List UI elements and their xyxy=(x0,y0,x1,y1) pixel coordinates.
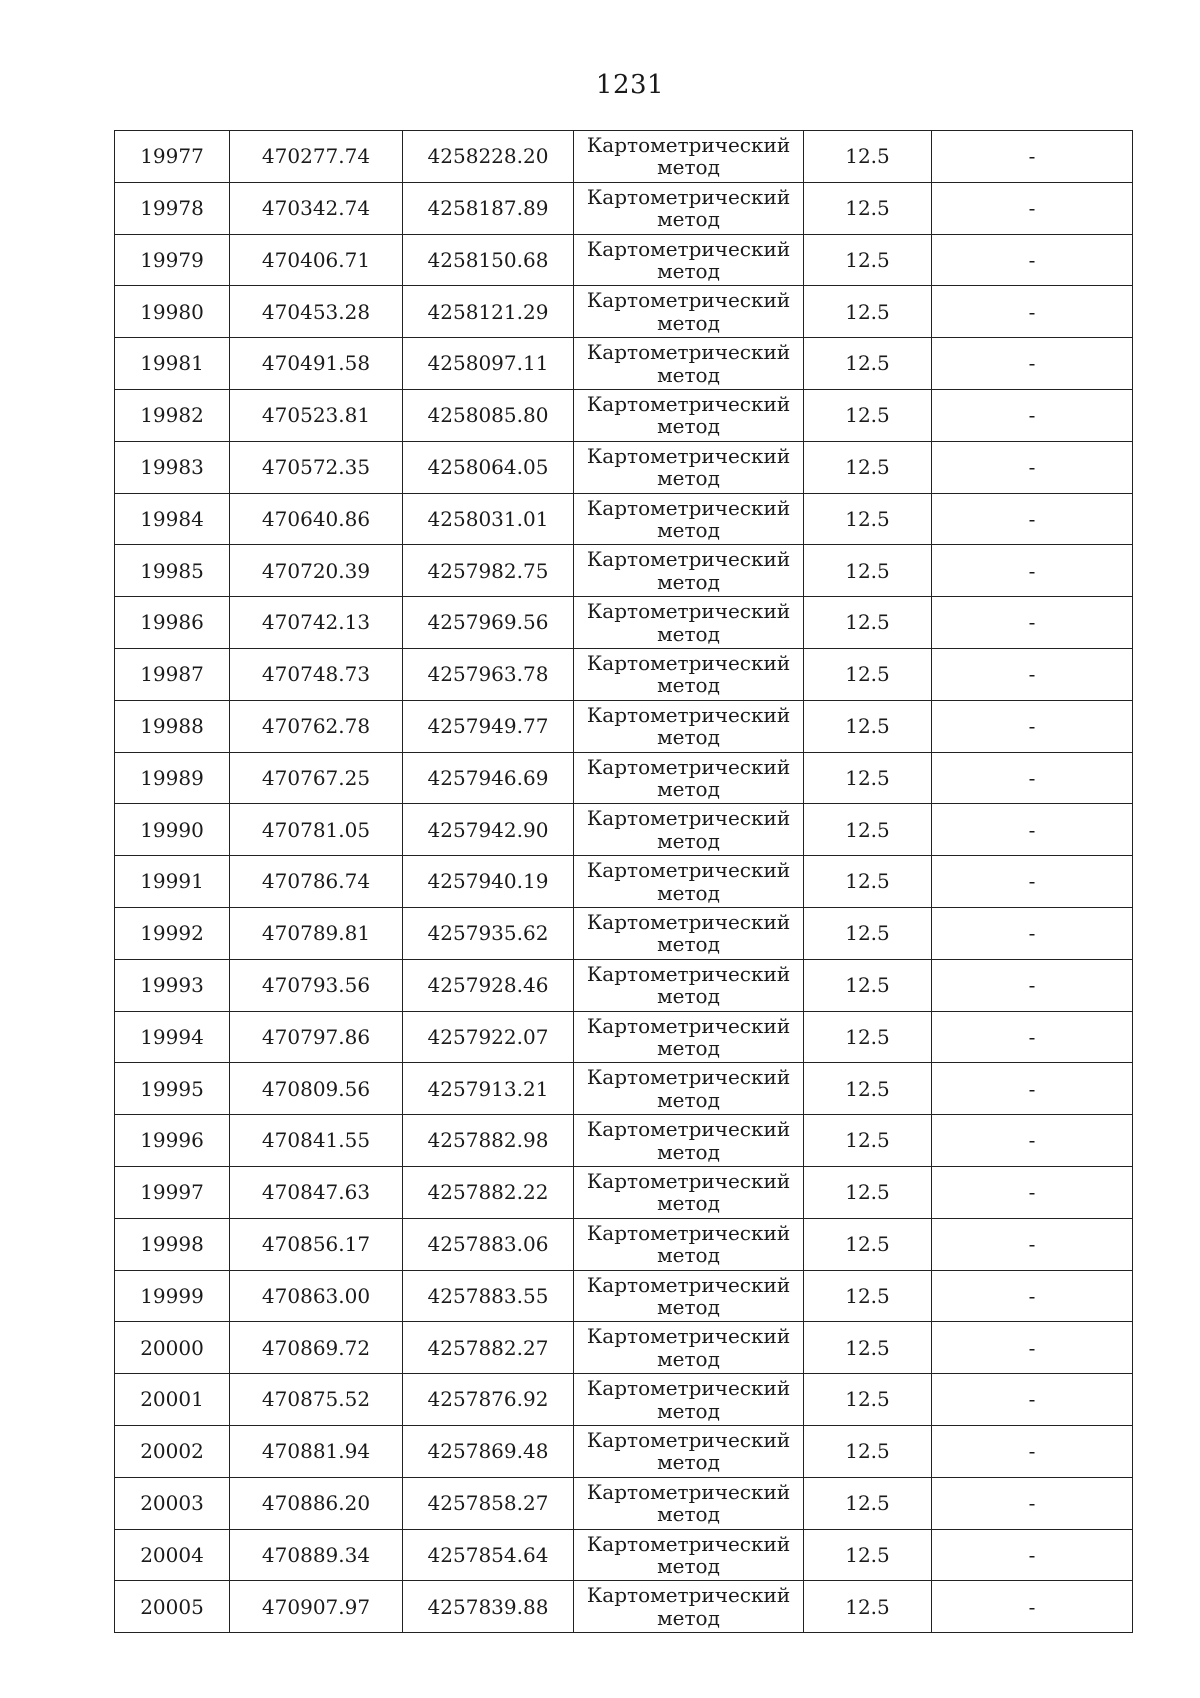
y-coordinate-cell: 4258150.68 xyxy=(403,234,574,286)
method-line-2: метод xyxy=(657,466,720,491)
point-id-cell: 19995 xyxy=(115,1063,230,1115)
note-cell: - xyxy=(932,1166,1133,1218)
table-row xyxy=(115,286,1133,338)
method-line-2: метод xyxy=(657,258,720,283)
method-line-2: метод xyxy=(657,1139,720,1164)
accuracy-cell: 12.5 xyxy=(804,1322,932,1374)
accuracy-cell: 12.5 xyxy=(804,1581,932,1633)
point-id-cell: 20004 xyxy=(115,1529,230,1581)
method-cell xyxy=(574,700,804,752)
accuracy-cell: 12.5 xyxy=(804,338,932,390)
note-cell: - xyxy=(932,286,1133,338)
table-row xyxy=(115,856,1133,908)
table-row xyxy=(115,338,1133,390)
method-line-1: Картометрический xyxy=(586,340,791,365)
table-row xyxy=(115,493,1133,545)
accuracy-cell: 12.5 xyxy=(804,1425,932,1477)
point-id-cell: 19997 xyxy=(115,1166,230,1218)
point-id-cell: 19981 xyxy=(115,338,230,390)
table-row xyxy=(115,182,1133,234)
method-cell xyxy=(574,804,804,856)
table-row xyxy=(115,597,1133,649)
method-line-1: Картометрический xyxy=(586,547,791,572)
y-coordinate-cell: 4257928.46 xyxy=(403,959,574,1011)
method-line-2: метод xyxy=(657,880,720,905)
x-coordinate-cell: 470491.58 xyxy=(230,338,403,390)
table-row xyxy=(115,907,1133,959)
table-row xyxy=(115,1477,1133,1529)
y-coordinate-cell: 4258085.80 xyxy=(403,389,574,441)
accuracy-cell: 12.5 xyxy=(804,1270,932,1322)
method-line-2: метод xyxy=(657,1450,720,1475)
method-cell xyxy=(574,597,804,649)
method-line-1: Картометрический xyxy=(586,1427,791,1452)
method-line-2: метод xyxy=(657,1346,720,1371)
x-coordinate-cell: 470640.86 xyxy=(230,493,403,545)
y-coordinate-cell: 4257858.27 xyxy=(403,1477,574,1529)
point-id-cell: 19979 xyxy=(115,234,230,286)
accuracy-cell: 12.5 xyxy=(804,1374,932,1426)
accuracy-cell: 12.5 xyxy=(804,1218,932,1270)
y-coordinate-cell: 4257935.62 xyxy=(403,907,574,959)
accuracy-cell: 12.5 xyxy=(804,700,932,752)
method-line-1: Картометрический xyxy=(586,1531,791,1556)
note-cell: - xyxy=(932,700,1133,752)
note-cell: - xyxy=(932,441,1133,493)
method-line-2: метод xyxy=(657,1243,720,1268)
x-coordinate-cell: 470453.28 xyxy=(230,286,403,338)
method-line-2: метод xyxy=(657,1294,720,1319)
x-coordinate-cell: 470523.81 xyxy=(230,389,403,441)
point-id-cell: 19991 xyxy=(115,856,230,908)
y-coordinate-cell: 4257882.22 xyxy=(403,1166,574,1218)
y-coordinate-cell: 4257946.69 xyxy=(403,752,574,804)
point-id-cell: 19987 xyxy=(115,648,230,700)
point-id-cell: 20000 xyxy=(115,1322,230,1374)
x-coordinate-cell: 470841.55 xyxy=(230,1115,403,1167)
method-line-2: метод xyxy=(657,362,720,387)
note-cell: - xyxy=(932,959,1133,1011)
x-coordinate-cell: 470781.05 xyxy=(230,804,403,856)
x-coordinate-cell: 470869.72 xyxy=(230,1322,403,1374)
point-id-cell: 19994 xyxy=(115,1011,230,1063)
method-line-1: Картометрический xyxy=(586,1376,791,1401)
method-line-1: Картометрический xyxy=(586,391,791,416)
note-cell: - xyxy=(932,1374,1133,1426)
y-coordinate-cell: 4257940.19 xyxy=(403,856,574,908)
y-coordinate-cell: 4257982.75 xyxy=(403,545,574,597)
page-number: 1231 xyxy=(595,70,665,100)
y-coordinate-cell: 4257883.06 xyxy=(403,1218,574,1270)
note-cell: - xyxy=(932,648,1133,700)
x-coordinate-cell: 470748.73 xyxy=(230,648,403,700)
method-line-1: Картометрический xyxy=(586,650,791,675)
method-line-1: Картометрический xyxy=(586,133,791,157)
y-coordinate-cell: 4258121.29 xyxy=(403,286,574,338)
point-id-cell: 20003 xyxy=(115,1477,230,1529)
method-line-1: Картометрический xyxy=(586,1065,791,1090)
point-id-cell: 19990 xyxy=(115,804,230,856)
method-line-2: метод xyxy=(657,310,720,335)
x-coordinate-cell: 470342.74 xyxy=(230,182,403,234)
table-row xyxy=(115,1374,1133,1426)
accuracy-cell: 12.5 xyxy=(804,959,932,1011)
x-coordinate-cell: 470720.39 xyxy=(230,545,403,597)
table-body xyxy=(115,131,1133,1633)
coordinates-table xyxy=(114,130,1133,1633)
table-row xyxy=(115,1322,1133,1374)
note-cell: - xyxy=(932,1218,1133,1270)
note-cell: - xyxy=(932,752,1133,804)
accuracy-cell: 12.5 xyxy=(804,752,932,804)
method-cell xyxy=(574,1322,804,1374)
method-line-2: метод xyxy=(657,517,720,542)
point-id-cell: 19977 xyxy=(115,131,230,183)
y-coordinate-cell: 4257882.27 xyxy=(403,1322,574,1374)
point-id-cell: 19992 xyxy=(115,907,230,959)
accuracy-cell: 12.5 xyxy=(804,182,932,234)
method-line-2: метод xyxy=(657,155,720,180)
point-id-cell: 19999 xyxy=(115,1270,230,1322)
x-coordinate-cell: 470767.25 xyxy=(230,752,403,804)
x-coordinate-cell: 470886.20 xyxy=(230,1477,403,1529)
method-cell xyxy=(574,441,804,493)
method-line-1: Картометрический xyxy=(586,288,791,313)
method-cell xyxy=(574,752,804,804)
x-coordinate-cell: 470572.35 xyxy=(230,441,403,493)
y-coordinate-cell: 4257963.78 xyxy=(403,648,574,700)
x-coordinate-cell: 470889.34 xyxy=(230,1529,403,1581)
note-cell: - xyxy=(932,234,1133,286)
accuracy-cell: 12.5 xyxy=(804,1063,932,1115)
method-line-1: Картометрический xyxy=(586,599,791,624)
table-row xyxy=(115,441,1133,493)
x-coordinate-cell: 470907.97 xyxy=(230,1581,403,1633)
method-cell xyxy=(574,545,804,597)
note-cell: - xyxy=(932,1322,1133,1374)
method-cell xyxy=(574,1011,804,1063)
method-line-2: метод xyxy=(657,828,720,853)
x-coordinate-cell: 470406.71 xyxy=(230,234,403,286)
note-cell: - xyxy=(932,804,1133,856)
method-cell xyxy=(574,338,804,390)
method-cell xyxy=(574,959,804,1011)
method-line-2: метод xyxy=(657,1191,720,1216)
y-coordinate-cell: 4257839.88 xyxy=(403,1581,574,1633)
method-line-1: Картометрический xyxy=(586,1013,791,1038)
method-line-1: Картометрический xyxy=(586,1324,791,1349)
table-row xyxy=(115,1063,1133,1115)
point-id-cell: 19986 xyxy=(115,597,230,649)
method-line-2: метод xyxy=(657,1502,720,1527)
method-line-1: Картометрический xyxy=(586,495,791,520)
accuracy-cell: 12.5 xyxy=(804,234,932,286)
table-row xyxy=(115,959,1133,1011)
x-coordinate-cell: 470786.74 xyxy=(230,856,403,908)
point-id-cell: 20005 xyxy=(115,1581,230,1633)
note-cell: - xyxy=(932,131,1133,183)
table-row xyxy=(115,545,1133,597)
table-row xyxy=(115,752,1133,804)
method-cell xyxy=(574,1477,804,1529)
x-coordinate-cell: 470797.86 xyxy=(230,1011,403,1063)
accuracy-cell: 12.5 xyxy=(804,648,932,700)
table-row xyxy=(115,389,1133,441)
y-coordinate-cell: 4257882.98 xyxy=(403,1115,574,1167)
note-cell: - xyxy=(932,856,1133,908)
method-cell xyxy=(574,1270,804,1322)
y-coordinate-cell: 4257949.77 xyxy=(403,700,574,752)
accuracy-cell: 12.5 xyxy=(804,1166,932,1218)
accuracy-cell: 12.5 xyxy=(804,1115,932,1167)
note-cell: - xyxy=(932,597,1133,649)
point-id-cell: 20001 xyxy=(115,1374,230,1426)
table-row xyxy=(115,1218,1133,1270)
note-cell: - xyxy=(932,1115,1133,1167)
method-line-1: Картометрический xyxy=(586,184,791,209)
accuracy-cell: 12.5 xyxy=(804,286,932,338)
method-line-2: метод xyxy=(657,207,720,232)
point-id-cell: 19985 xyxy=(115,545,230,597)
method-cell xyxy=(574,389,804,441)
method-line-1: Картометрический xyxy=(586,858,791,883)
method-line-1: Картометрический xyxy=(586,961,791,986)
accuracy-cell: 12.5 xyxy=(804,597,932,649)
table-row xyxy=(115,700,1133,752)
note-cell: - xyxy=(932,1581,1133,1633)
y-coordinate-cell: 4258228.20 xyxy=(403,131,574,183)
point-id-cell: 19983 xyxy=(115,441,230,493)
note-cell: - xyxy=(932,389,1133,441)
note-cell: - xyxy=(932,545,1133,597)
table-row xyxy=(115,648,1133,700)
method-line-1: Картометрический xyxy=(586,1168,791,1193)
y-coordinate-cell: 4258187.89 xyxy=(403,182,574,234)
y-coordinate-cell: 4257883.55 xyxy=(403,1270,574,1322)
point-id-cell: 19993 xyxy=(115,959,230,1011)
x-coordinate-cell: 470875.52 xyxy=(230,1374,403,1426)
note-cell: - xyxy=(932,1425,1133,1477)
table-row xyxy=(115,1011,1133,1063)
method-line-2: метод xyxy=(657,673,720,698)
table-row xyxy=(115,1581,1133,1633)
method-line-1: Картометрический xyxy=(586,236,791,261)
y-coordinate-cell: 4257869.48 xyxy=(403,1425,574,1477)
method-line-2: метод xyxy=(657,932,720,957)
method-cell xyxy=(574,856,804,908)
method-line-1: Картометрический xyxy=(586,1583,791,1608)
point-id-cell: 19984 xyxy=(115,493,230,545)
accuracy-cell: 12.5 xyxy=(804,907,932,959)
method-cell xyxy=(574,493,804,545)
y-coordinate-cell: 4258031.01 xyxy=(403,493,574,545)
method-cell xyxy=(574,1425,804,1477)
x-coordinate-cell: 470847.63 xyxy=(230,1166,403,1218)
note-cell: - xyxy=(932,493,1133,545)
method-line-1: Картометрический xyxy=(586,1117,791,1142)
note-cell: - xyxy=(932,338,1133,390)
accuracy-cell: 12.5 xyxy=(804,1477,932,1529)
y-coordinate-cell: 4258064.05 xyxy=(403,441,574,493)
method-line-2: метод xyxy=(657,1605,720,1630)
method-line-2: метод xyxy=(657,569,720,594)
x-coordinate-cell: 470789.81 xyxy=(230,907,403,959)
method-line-1: Картометрический xyxy=(586,806,791,831)
x-coordinate-cell: 470793.56 xyxy=(230,959,403,1011)
method-cell xyxy=(574,648,804,700)
point-id-cell: 19989 xyxy=(115,752,230,804)
method-cell xyxy=(574,1581,804,1633)
table-row xyxy=(115,1115,1133,1167)
method-cell xyxy=(574,182,804,234)
x-coordinate-cell: 470881.94 xyxy=(230,1425,403,1477)
y-coordinate-cell: 4257913.21 xyxy=(403,1063,574,1115)
point-id-cell: 19978 xyxy=(115,182,230,234)
x-coordinate-cell: 470856.17 xyxy=(230,1218,403,1270)
accuracy-cell: 12.5 xyxy=(804,1011,932,1063)
x-coordinate-cell: 470277.74 xyxy=(230,131,403,183)
method-cell xyxy=(574,234,804,286)
method-line-2: метод xyxy=(657,1398,720,1423)
table-row xyxy=(115,1270,1133,1322)
method-line-2: метод xyxy=(657,725,720,750)
note-cell: - xyxy=(932,1063,1133,1115)
method-line-1: Картометрический xyxy=(586,754,791,779)
y-coordinate-cell: 4257854.64 xyxy=(403,1529,574,1581)
x-coordinate-cell: 470762.78 xyxy=(230,700,403,752)
note-cell: - xyxy=(932,1529,1133,1581)
table-row xyxy=(115,1166,1133,1218)
method-cell xyxy=(574,1115,804,1167)
point-id-cell: 19982 xyxy=(115,389,230,441)
note-cell: - xyxy=(932,1477,1133,1529)
method-line-1: Картометрический xyxy=(586,1220,791,1245)
table-row xyxy=(115,234,1133,286)
point-id-cell: 20002 xyxy=(115,1425,230,1477)
method-line-2: метод xyxy=(657,1087,720,1112)
method-cell xyxy=(574,1529,804,1581)
table-row xyxy=(115,131,1133,183)
point-id-cell: 19996 xyxy=(115,1115,230,1167)
x-coordinate-cell: 470809.56 xyxy=(230,1063,403,1115)
table-row xyxy=(115,804,1133,856)
method-cell xyxy=(574,1374,804,1426)
note-cell: - xyxy=(932,1011,1133,1063)
accuracy-cell: 12.5 xyxy=(804,493,932,545)
method-line-2: метод xyxy=(657,414,720,439)
method-line-1: Картометрический xyxy=(586,909,791,934)
method-cell xyxy=(574,1063,804,1115)
accuracy-cell: 12.5 xyxy=(804,441,932,493)
table-row xyxy=(115,1425,1133,1477)
method-line-2: метод xyxy=(657,1553,720,1578)
point-id-cell: 19988 xyxy=(115,700,230,752)
method-cell xyxy=(574,131,804,183)
accuracy-cell: 12.5 xyxy=(804,389,932,441)
accuracy-cell: 12.5 xyxy=(804,804,932,856)
method-line-1: Картометрический xyxy=(586,702,791,727)
y-coordinate-cell: 4257876.92 xyxy=(403,1374,574,1426)
accuracy-cell: 12.5 xyxy=(804,1529,932,1581)
y-coordinate-cell: 4257942.90 xyxy=(403,804,574,856)
method-cell xyxy=(574,286,804,338)
accuracy-cell: 12.5 xyxy=(804,545,932,597)
note-cell: - xyxy=(932,1270,1133,1322)
point-id-cell: 19980 xyxy=(115,286,230,338)
method-line-2: метод xyxy=(657,621,720,646)
method-line-1: Картометрический xyxy=(586,1272,791,1297)
note-cell: - xyxy=(932,182,1133,234)
point-id-cell: 19998 xyxy=(115,1218,230,1270)
method-line-1: Картометрический xyxy=(586,1479,791,1504)
note-cell: - xyxy=(932,907,1133,959)
y-coordinate-cell: 4258097.11 xyxy=(403,338,574,390)
method-cell xyxy=(574,1166,804,1218)
y-coordinate-cell: 4257969.56 xyxy=(403,597,574,649)
accuracy-cell: 12.5 xyxy=(804,131,932,183)
method-line-2: метод xyxy=(657,776,720,801)
x-coordinate-cell: 470863.00 xyxy=(230,1270,403,1322)
x-coordinate-cell: 470742.13 xyxy=(230,597,403,649)
method-line-1: Картометрический xyxy=(586,443,791,468)
y-coordinate-cell: 4257922.07 xyxy=(403,1011,574,1063)
method-cell xyxy=(574,1218,804,1270)
method-line-2: метод xyxy=(657,1035,720,1060)
method-line-2: метод xyxy=(657,984,720,1009)
accuracy-cell: 12.5 xyxy=(804,856,932,908)
method-cell xyxy=(574,907,804,959)
table-row xyxy=(115,1529,1133,1581)
